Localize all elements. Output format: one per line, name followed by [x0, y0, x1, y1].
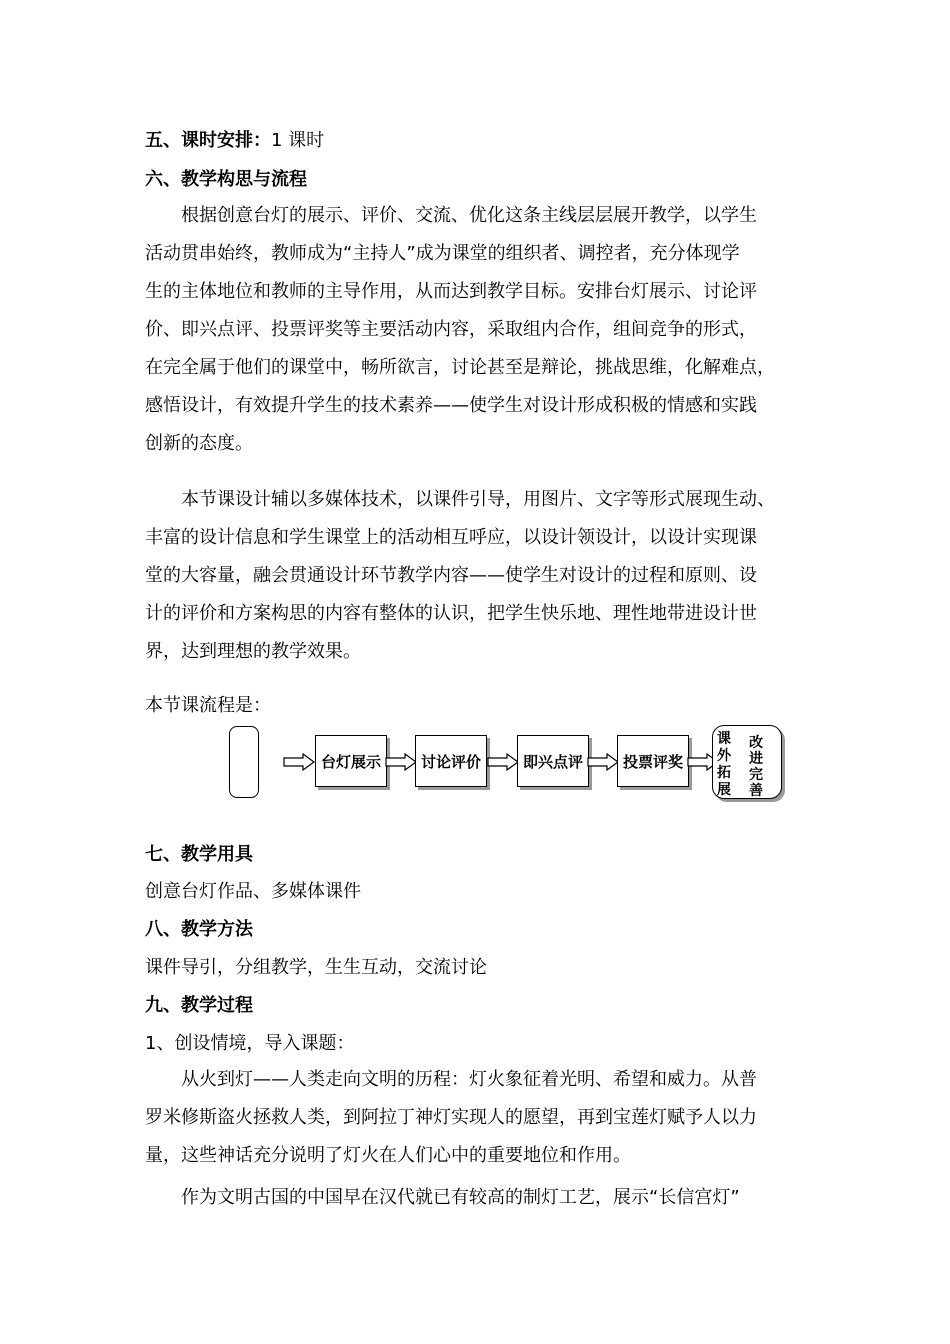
- para1-line: 根据创意台灯的展示、评价、交流、优化这条主线层层展开教学，以学生: [181, 205, 757, 226]
- section-5-heading: [145, 126, 324, 152]
- section-7-heading: 七、教学用具: [145, 844, 253, 865]
- para1-line: 创新的态度。: [145, 433, 253, 454]
- section-8-heading: 八、教学方法: [145, 919, 253, 940]
- final-right-char: 完: [749, 767, 763, 783]
- flow-final-box: [712, 725, 782, 799]
- section-9-heading: 九、教学过程: [145, 995, 253, 1016]
- para2-line: 丰富的设计信息和学生课堂上的活动相互呼应，以设计领设计，以设计实现课: [145, 527, 757, 548]
- final-right-char: 改: [749, 735, 763, 751]
- section-8-body: 课件导引，分组教学，生生互动，交流讨论: [145, 957, 487, 978]
- para1-line: 生的主体地位和教师的主导作用，从而达到教学目标。安排台灯展示、讨论评: [145, 281, 757, 302]
- para3-line: 罗米修斯盗火拯救人类，到阿拉丁神灯实现人的愿望，再到宝莲灯赋予人以力: [145, 1107, 757, 1128]
- para2-line: 计的评价和方案构思的内容有整体的认识，把学生快乐地、理性地带进设计世: [145, 603, 757, 624]
- flow-intro: 本节课流程是：: [145, 695, 271, 716]
- para1-line: 感悟设计，有效提升学生的技术素养——使学生对设计形成积极的情感和实践: [145, 395, 757, 416]
- paragraph-1: [145, 197, 813, 463]
- paragraph-4: [145, 1179, 813, 1217]
- flow-step-box: 台灯展示: [315, 735, 387, 787]
- para2-line: 界，达到理想的教学效果。: [145, 641, 361, 662]
- flow-start-box: [229, 726, 259, 798]
- para3-line: 从火到灯——人类走向文明的历程：灯火象征着光明、希望和威力。从普: [181, 1069, 757, 1090]
- para1-line: 价、即兴点评、投票评奖等主要活动内容，采取组内合作，组间竞争的形式，: [145, 319, 757, 340]
- flow-arrow-icon: [385, 753, 417, 771]
- final-left-char: 课: [717, 731, 731, 747]
- flow-arrow-icon: [283, 753, 315, 771]
- flow-arrow-icon: [587, 753, 619, 771]
- flow-diagram: [225, 722, 795, 802]
- final-left-char: 拓: [717, 765, 731, 781]
- para3-line: 量，这些神话充分说明了灯火在人们心中的重要地位和作用。: [145, 1145, 631, 1166]
- section-5-title: 五、课时安排：: [145, 130, 271, 151]
- final-right-char: 进: [749, 751, 763, 767]
- para2-line: 本节课设计辅以多媒体技术，以课件引导，用图片、文字等形式展现生动、: [181, 489, 775, 510]
- section-7-body: 创意台灯作品、多媒体课件: [145, 881, 361, 902]
- flow-arrow-icon: [487, 753, 519, 771]
- flow-step-box: 即兴点评: [517, 735, 589, 787]
- paragraph-3: [145, 1061, 813, 1175]
- section-9-subheading: 1、创设情境，导入课题：: [145, 1033, 355, 1054]
- flow-step-box: 投票评奖: [617, 735, 689, 787]
- section-6-heading: 六、教学构思与流程: [145, 169, 307, 190]
- final-right-char: 善: [749, 783, 763, 799]
- final-left-char: 展: [717, 782, 731, 798]
- para4-line: 作为文明古国的中国早在汉代就已有较高的制灯工艺，展示“长信宫灯”: [181, 1187, 740, 1208]
- para1-line: 活动贯串始终，教师成为“主持人”成为课堂的组织者、调控者，充分体现学: [145, 243, 740, 264]
- flow-step-box: 讨论评价: [415, 735, 487, 787]
- paragraph-2: [145, 481, 813, 671]
- para1-line: 在完全属于他们的课堂中，畅所欲言，讨论甚至是辩论，挑战思维，化解难点，: [145, 357, 775, 378]
- final-left-char: 外: [717, 748, 731, 764]
- para2-line: 堂的大容量，融会贯通设计环节教学内容——使学生对设计的过程和原则、设: [145, 565, 757, 586]
- section-5-value: 1 课时: [271, 130, 325, 151]
